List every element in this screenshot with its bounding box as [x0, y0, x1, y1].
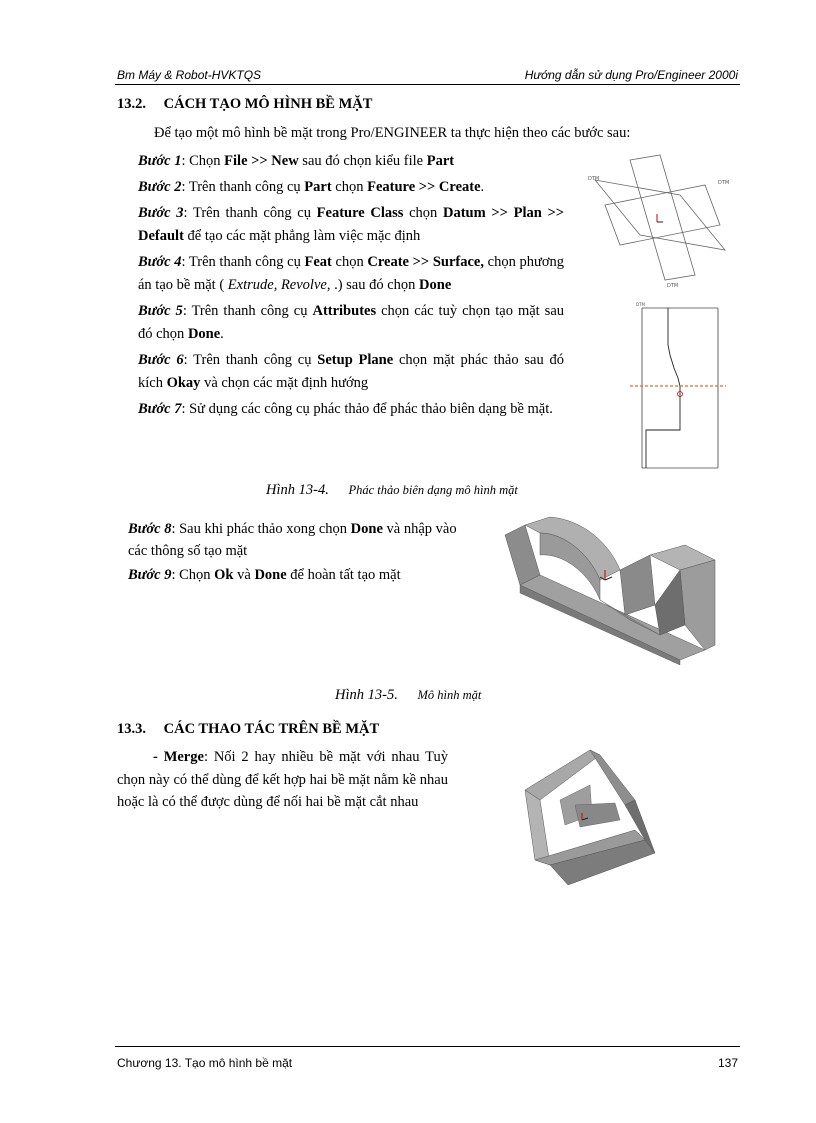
section-number: 13.2.: [117, 96, 146, 112]
page-number: 137: [717, 1056, 738, 1070]
steps-list-b: [128, 518, 478, 586]
section-title: CÁC THAO TÁC TRÊN BỀ MẶT: [163, 721, 380, 737]
svg-text:DTM: DTM: [667, 283, 679, 289]
sketch-profile-figure: [628, 300, 728, 472]
section-13-3-heading: [117, 721, 379, 738]
intro-paragraph: Để tạo một mô hình bề mặt trong Pro/ENGINEER ta thực hiện theo các bước sau:: [154, 125, 631, 141]
steps-list: [138, 150, 564, 421]
section-number: 13.3.: [117, 721, 146, 737]
merge-surface-figure: [520, 745, 660, 890]
step-7: Bước 7: Sử dụng các công cụ phác thảo để phác thảo biên dạng bề mặt.: [138, 401, 553, 417]
merge-paragraph: - Merge: Nối 2 hay nhiều bề mặt với nhau Tuỳ chọn này có thể dùng để kết hợp hai bề mặt nằm kề nhau hoặc là có thể được dùng để nối hai bề mặt cắt nhau: [117, 749, 448, 810]
section-title: CÁCH TẠO MÔ HÌNH BỀ MẶT: [163, 96, 373, 112]
step-6: Bước 6: Trên thanh công cụ Setup Plane chọn mặt phác thảo sau đó kích Okay và chọn các mặt định hướng: [138, 352, 565, 391]
figure-13-5-caption: Hình 13-5. Mô hình mặt: [335, 687, 482, 703]
footer-chapter: Chương 13. Tạo mô hình bề mặt: [117, 1056, 293, 1070]
header-rule: [115, 84, 740, 85]
figure-13-4-caption: Hình 13-4. Phác thảo biên dạng mô hình mặt: [266, 482, 518, 498]
step-2: Bước 2: Trên thanh công cụ Part chọn Feature >> Create.: [138, 179, 485, 195]
header-left: Bm Máy & Robot-HVKTQS: [117, 68, 262, 82]
header-right: Hướng dẫn sử dụng Pro/Engineer 2000i: [524, 68, 738, 82]
step-4: Bước 4: Trên thanh công cụ Feat chọn Create >> Surface, chọn phương án tạo bề mặt ( Extrude, Revolve, .) sau đó chọn Done: [138, 254, 564, 293]
step-9: Bước 9: Chọn Ok và Done để hoàn tất tạo mặt: [128, 567, 401, 583]
surface-model-figure: [500, 515, 725, 665]
step-8: Bước 8: Sau khi phác thảo xong chọn Done và nhập vào các thông số tạo mặt: [128, 521, 457, 559]
svg-text:DTM: DTM: [718, 180, 730, 186]
footer-rule: [115, 1046, 740, 1047]
svg-text:DTM: DTM: [636, 302, 645, 307]
datum-planes-figure: [585, 150, 735, 290]
section-13-2-heading: [117, 96, 372, 113]
svg-text:DTM: DTM: [588, 176, 600, 182]
step-5: Bước 5: Trên thanh công cụ Attributes chọn các tuỳ chọn tạo mặt sau đó chọn Done.: [138, 303, 565, 342]
step-3: Bước 3: Trên thanh công cụ Feature Class chọn Datum >> Plan >> Default để tạo các mặt phẳng làm việc mặc định: [138, 205, 564, 244]
step-1: Bước 1: Chọn File >> New sau đó chọn kiểu file Part: [138, 153, 455, 169]
